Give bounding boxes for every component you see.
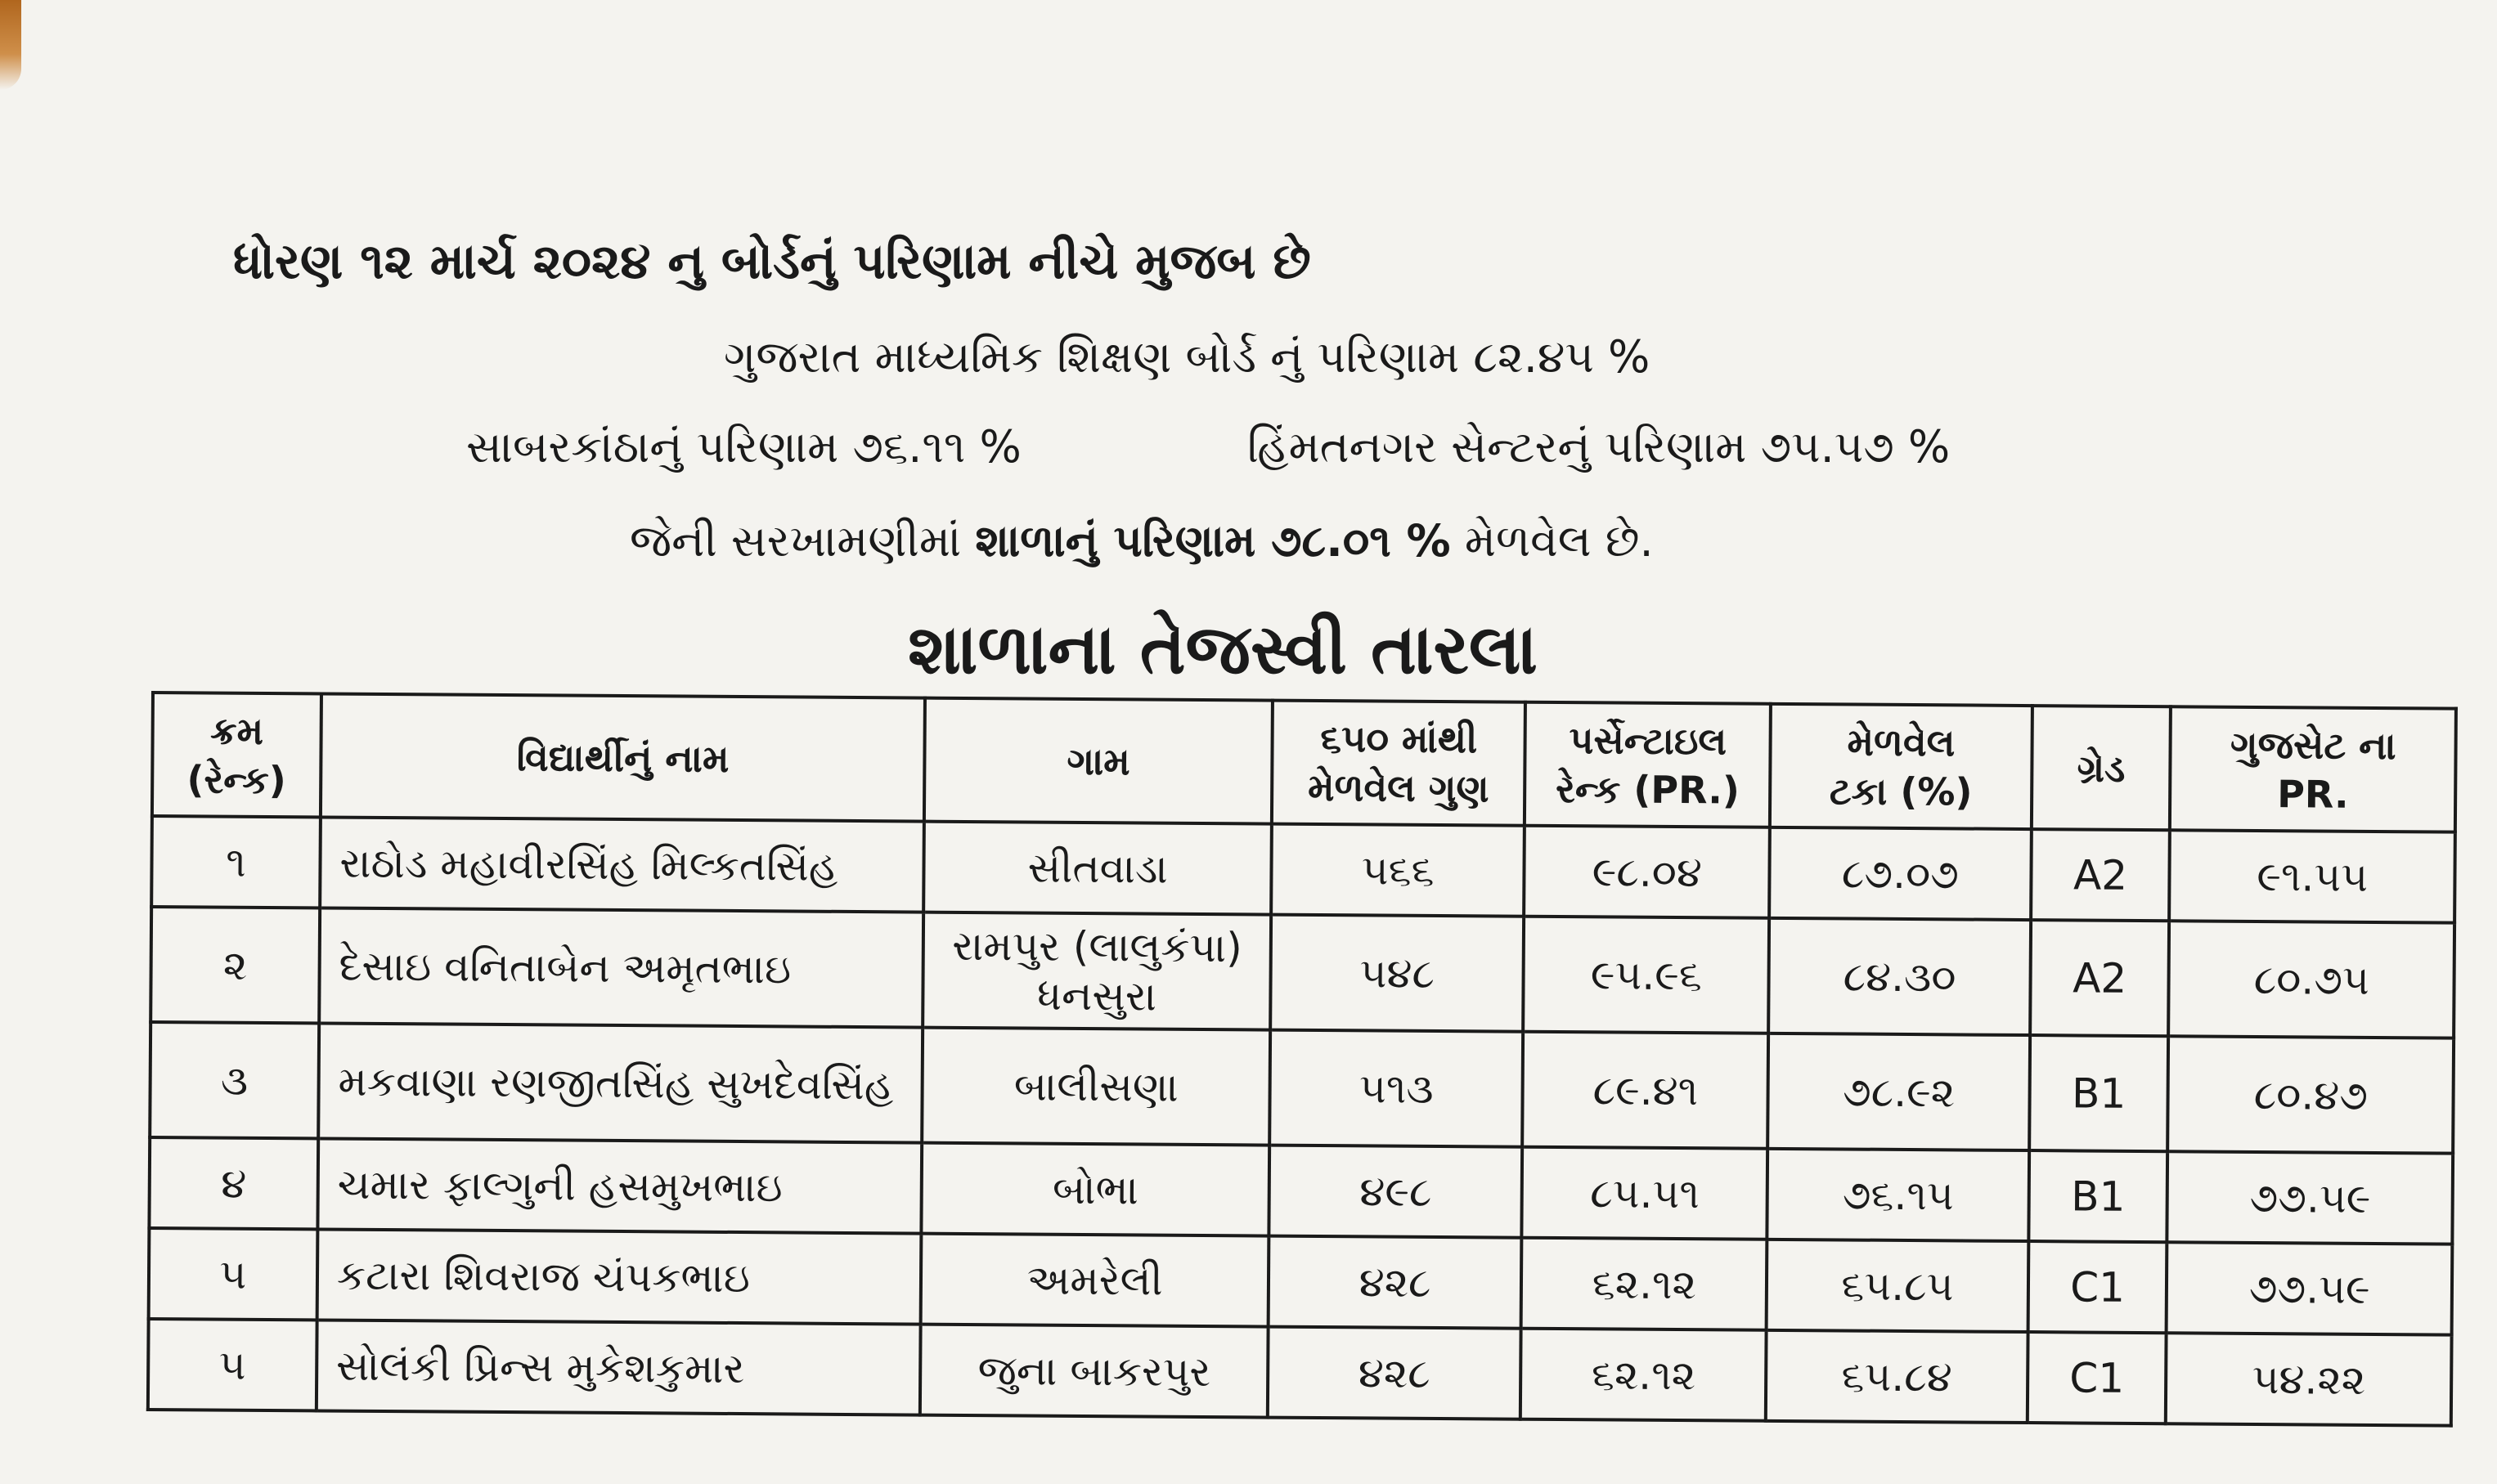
cell-rank: ૨ [150, 907, 320, 1023]
cell-gujcet: ૭૭.૫૯ [2167, 1242, 2452, 1334]
cell-percentile: ૮૫.૫૧ [1522, 1147, 1768, 1240]
cell-marks: ૫૪૮ [1270, 915, 1525, 1032]
board-result-line: ગુજરાત માધ્યમિક શિક્ષણ બોર્ડ નું પરિણામ ૮૨.૪૫ % [724, 331, 1650, 383]
page-title: ધોરણ ૧૨ માર્ચ ૨૦૨૪ નુ બોર્ડનું પરિણામ નીચે મુજબ છે [233, 233, 1311, 290]
cell-percent: ૮૭.૦૭ [1769, 827, 2031, 920]
school-result-prefix: જેની સરખામણીમાં [630, 515, 976, 567]
cell-village: બાલીસણા [923, 1028, 1270, 1146]
cell-percentile: ૯૫.૯૬ [1524, 917, 1770, 1033]
cell-grade: C1 [2028, 1241, 2167, 1333]
cell-rank: ૩ [150, 1022, 319, 1138]
toppers-table [146, 691, 2458, 1428]
table-row [150, 907, 2454, 1038]
center-result-line: હિંમતનગર સેન્ટરનું પરિણામ ૭૫.૫૭ % [1247, 421, 1951, 473]
school-result-suffix: મેળવેલ છે. [1450, 515, 1654, 567]
cell-percentile: ૬૨.૧૨ [1521, 1238, 1767, 1330]
table-row [151, 816, 2455, 923]
cell-percent: ૭૬.૧૫ [1767, 1149, 2029, 1241]
cell-percent: ૬૫.૮૪ [1766, 1330, 2028, 1423]
cell-grade: A2 [2030, 920, 2170, 1036]
paper-edge [0, 0, 21, 90]
cell-percentile: ૬૨.૧૨ [1520, 1329, 1767, 1421]
header-gujcet: ગુજસેટ ના PR. [2170, 706, 2456, 832]
cell-village: અમરેલી [921, 1234, 1269, 1327]
school-result-highlight: શાળાનું પરિણામ ૭૮.૦૧ % [975, 515, 1451, 567]
cell-gujcet: ૫૪.૨૨ [2166, 1333, 2451, 1425]
cell-grade: B1 [2028, 1150, 2168, 1242]
cell-rank: ૫ [149, 1228, 318, 1320]
cell-grade: A2 [2031, 829, 2171, 921]
cell-grade: B1 [2029, 1035, 2169, 1151]
cell-marks: ૪૯૮ [1269, 1146, 1522, 1238]
cell-name: કટારા શિવરાજ ચંપકભાઇ [317, 1229, 921, 1324]
cell-village: જુના બાકરપુર [920, 1325, 1268, 1418]
cell-village: બોભા [922, 1143, 1269, 1236]
school-result-line [630, 515, 1654, 567]
header-grade: ગ્રેડ [2032, 706, 2171, 830]
cell-rank: ૪ [149, 1137, 318, 1229]
cell-name: રાઠોડ મહાવીરસિંહ મિલ્કતસિંહ [320, 817, 924, 912]
cell-gujcet: ૮૦.૪૭ [2168, 1036, 2454, 1153]
cell-percent: ૭૮.૯૨ [1767, 1033, 2030, 1150]
cell-village: સીતવાડા [924, 822, 1272, 915]
cell-name: સોલંકી પ્રિન્સ મુકેશકુમાર [317, 1320, 921, 1415]
header-marks: ૬૫૦ માંથી મેળવેલ ગુણ [1272, 701, 1526, 826]
table-title: શાળાના તેજસ્વી તારલા [908, 609, 1538, 689]
cell-gujcet: ૮૦.૭૫ [2169, 921, 2454, 1038]
cell-percent: ૮૪.૩૦ [1768, 918, 2031, 1035]
header-percentile: પર્સેન્ટાઇલ રેન્ક (PR.) [1525, 702, 1771, 827]
header-rank: ક્રમ (રેન્ક) [152, 693, 321, 817]
table-row [148, 1319, 2452, 1426]
table-row [150, 1022, 2454, 1154]
cell-marks: ૫૧૩ [1269, 1030, 1524, 1147]
cell-marks: ૫૬૬ [1271, 824, 1525, 917]
cell-name: દેસાઇ વનિતાબેન અમૃતભાઇ [319, 908, 924, 1027]
cell-percentile: ૮૯.૪૧ [1523, 1032, 1769, 1149]
cell-gujcet: ૯૧.૫૫ [2170, 830, 2455, 922]
district-result-line: સાબરકાંઠાનું પરિણામ ૭૬.૧૧ % [466, 421, 1022, 473]
cell-village: રામપુર (લાલુકંપા) ધનસુરા [923, 912, 1271, 1030]
cell-percentile: ૯૮.૦૪ [1525, 826, 1771, 918]
cell-name: ચમાર ફાલ્ગુની હસમુખભાઇ [317, 1138, 922, 1233]
cell-percent: ૬૫.૮૫ [1767, 1240, 2028, 1332]
table-row [149, 1228, 2453, 1335]
cell-name: મકવાણા રણજીતસિંહ સુખદેવસિંહ [318, 1023, 923, 1142]
cell-marks: ૪૨૮ [1268, 1327, 1521, 1419]
cell-gujcet: ૭૭.૫૯ [2167, 1151, 2453, 1244]
cell-rank: ૫ [148, 1319, 317, 1410]
header-percent: મેળવેલ ટકા (%) [1770, 704, 2032, 829]
table-row [149, 1137, 2453, 1244]
cell-grade: C1 [2028, 1332, 2167, 1423]
cell-rank: ૧ [151, 816, 321, 908]
table-header-row [152, 693, 2456, 832]
header-name: વિદ્યાર્થીનું નામ [321, 693, 926, 821]
header-village: ગામ [924, 698, 1272, 824]
cell-marks: ૪૨૮ [1268, 1236, 1521, 1329]
